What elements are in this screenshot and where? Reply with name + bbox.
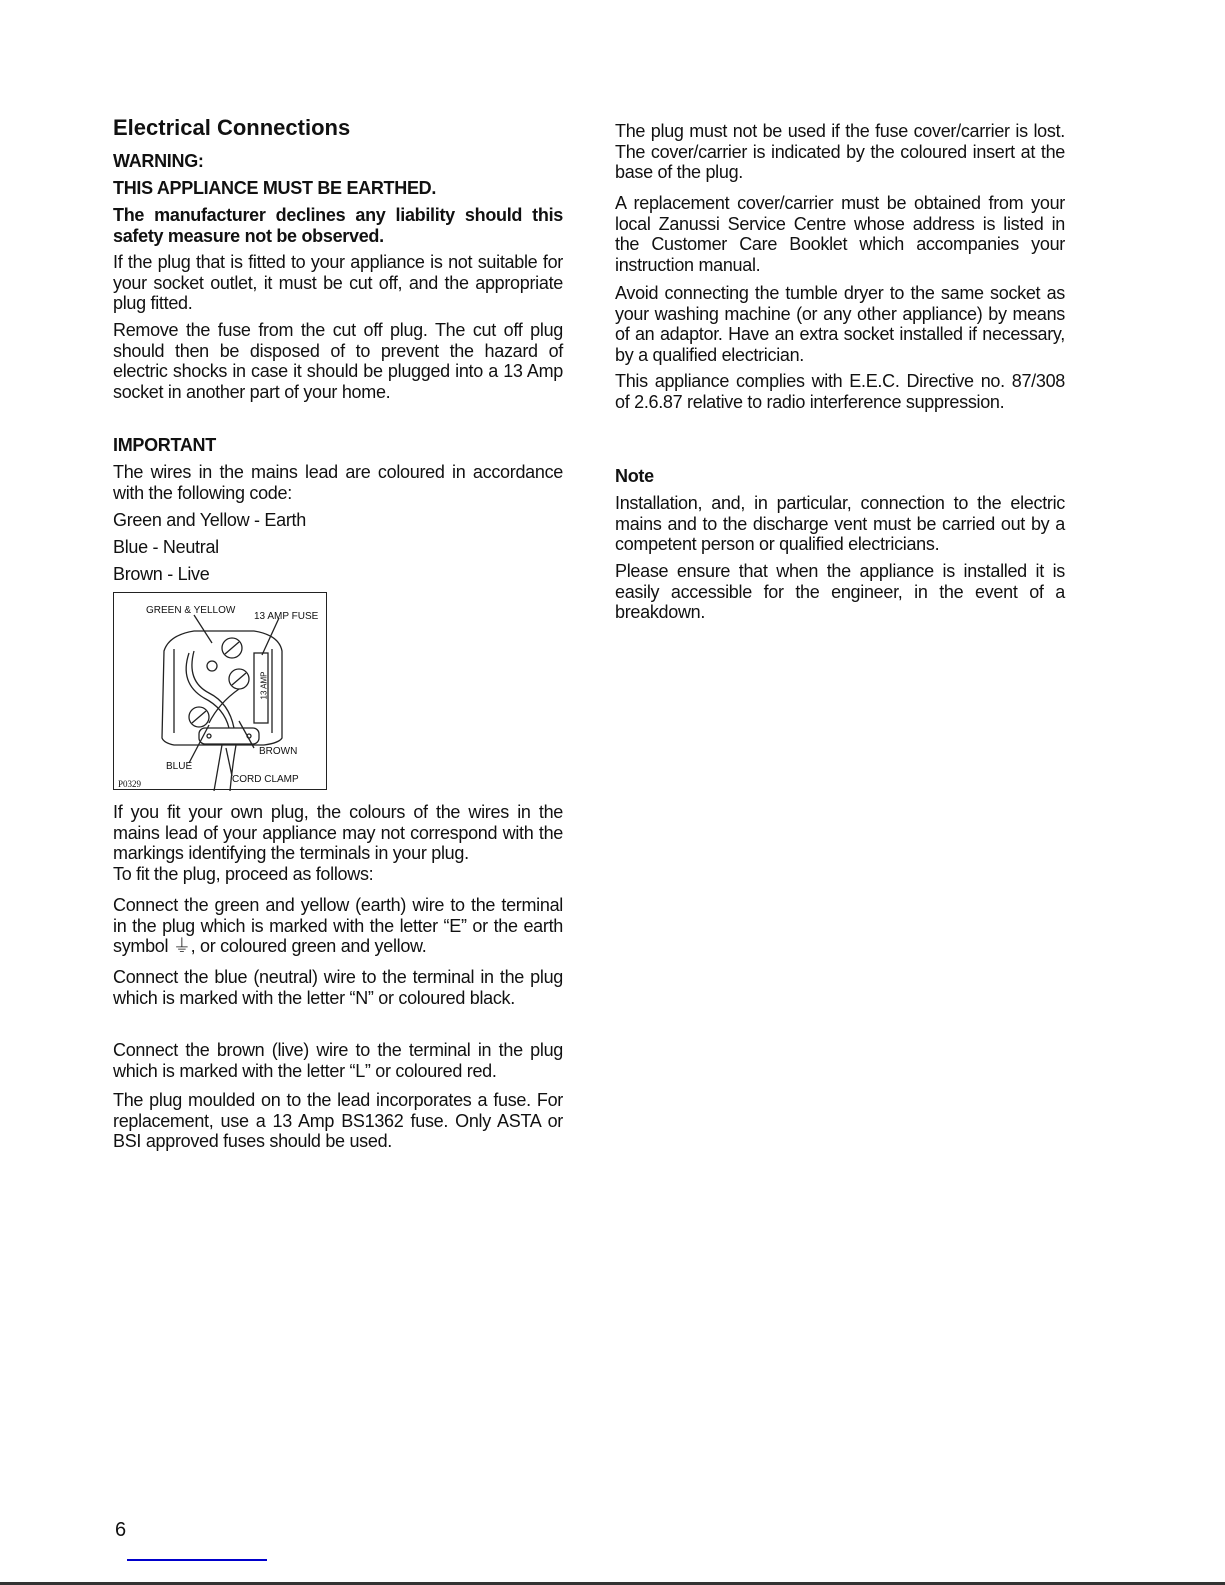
paragraph: Installation, and, in particular, connection to the electric mains and to the discharge vent must be carried out by a competent person or qualified electricians. xyxy=(615,493,1065,555)
paragraph: Connect the brown (live) wire to the terminal in the plug which is marked with the letter “L” or coloured red. xyxy=(113,1040,563,1081)
paragraph: A replacement cover/carrier must be obtained from your local Zanussi Service Centre whose address is listed in the Customer Care Booklet which accompanies your instruction manual. xyxy=(615,193,1065,275)
paragraph: Avoid connecting the tumble dryer to the same socket as your washing machine (or any other appliance) by means of an adaptor. Have an extra socket installed if necessary, by a qualified electrician. xyxy=(615,283,1065,365)
paragraph: Remove the fuse from the cut off plug. The cut off plug should then be disposed of to prevent the hazard of electric shocks in case it should be plugged into a 13 Amp socket in another part of your home. xyxy=(113,320,563,402)
code-live: Brown - Live xyxy=(113,564,210,584)
page-title: Electrical Connections xyxy=(113,115,351,140)
plug-wiring-diagram xyxy=(113,592,327,790)
code-earth: Green and Yellow - Earth xyxy=(113,510,306,530)
figure-ref: P0329 xyxy=(118,779,142,789)
page-number: 6 xyxy=(115,1519,127,1541)
note-heading: Note xyxy=(615,466,654,486)
paragraph: The wires in the mains lead are coloured in accordance with the following code: xyxy=(113,462,563,503)
paragraph: The plug must not be used if the fuse cover/carrier is lost. The cover/carrier is indicated by the coloured insert at the base of the plug. xyxy=(615,121,1065,183)
paragraph: The plug moulded on to the lead incorporates a fuse. For replacement, use a 13 Amp BS1362 fuse. Only ASTA or BSI approved fuses should be used. xyxy=(113,1090,563,1152)
paragraph: This appliance complies with E.E.C. Directive no. 87/308 of 2.6.87 relative to radio interference suppression. xyxy=(615,371,1065,412)
paragraph: If you fit your own plug, the colours of the wires in the mains lead of your appliance may not correspond with the markings identifying the terminals in your plug. xyxy=(113,802,563,864)
label-fuse: 13 AMP FUSE xyxy=(254,611,319,622)
label-fuse-body: 13 AMP xyxy=(259,671,269,700)
code-neutral: Blue - Neutral xyxy=(113,537,219,557)
paragraph: Connect the blue (neutral) wire to the terminal in the plug which is marked with the letter “N” or coloured black. xyxy=(113,967,563,1008)
link-underline xyxy=(127,1559,267,1561)
liability-text: The manufacturer declines any liability should this safety measure not be observed. xyxy=(113,205,563,246)
plug-illustration xyxy=(114,593,328,791)
earthed-warning: THIS APPLIANCE MUST BE EARTHED. xyxy=(113,178,437,198)
label-blue: BLUE xyxy=(166,761,193,772)
label-green-yellow: GREEN & YELLOW xyxy=(146,605,236,616)
paragraph: Connect the green and yellow (earth) wire to the terminal in the plug which is marked with the letter “E” or the earth symbol ⏚, or coloured green and yellow. xyxy=(113,895,563,957)
warning-heading: WARNING: xyxy=(113,151,204,171)
paragraph: To fit the plug, proceed as follows: xyxy=(113,864,374,884)
important-heading: IMPORTANT xyxy=(113,435,216,455)
paragraph: If the plug that is fitted to your appliance is not suitable for your socket outlet, it must be cut off, and the appropriate plug fitted. xyxy=(113,252,563,314)
label-cord-clamp: CORD CLAMP xyxy=(232,774,299,785)
paragraph: Please ensure that when the appliance is installed it is easily accessible for the engineer, in the event of a breakdown. xyxy=(615,561,1065,623)
label-brown: BROWN xyxy=(259,746,298,757)
